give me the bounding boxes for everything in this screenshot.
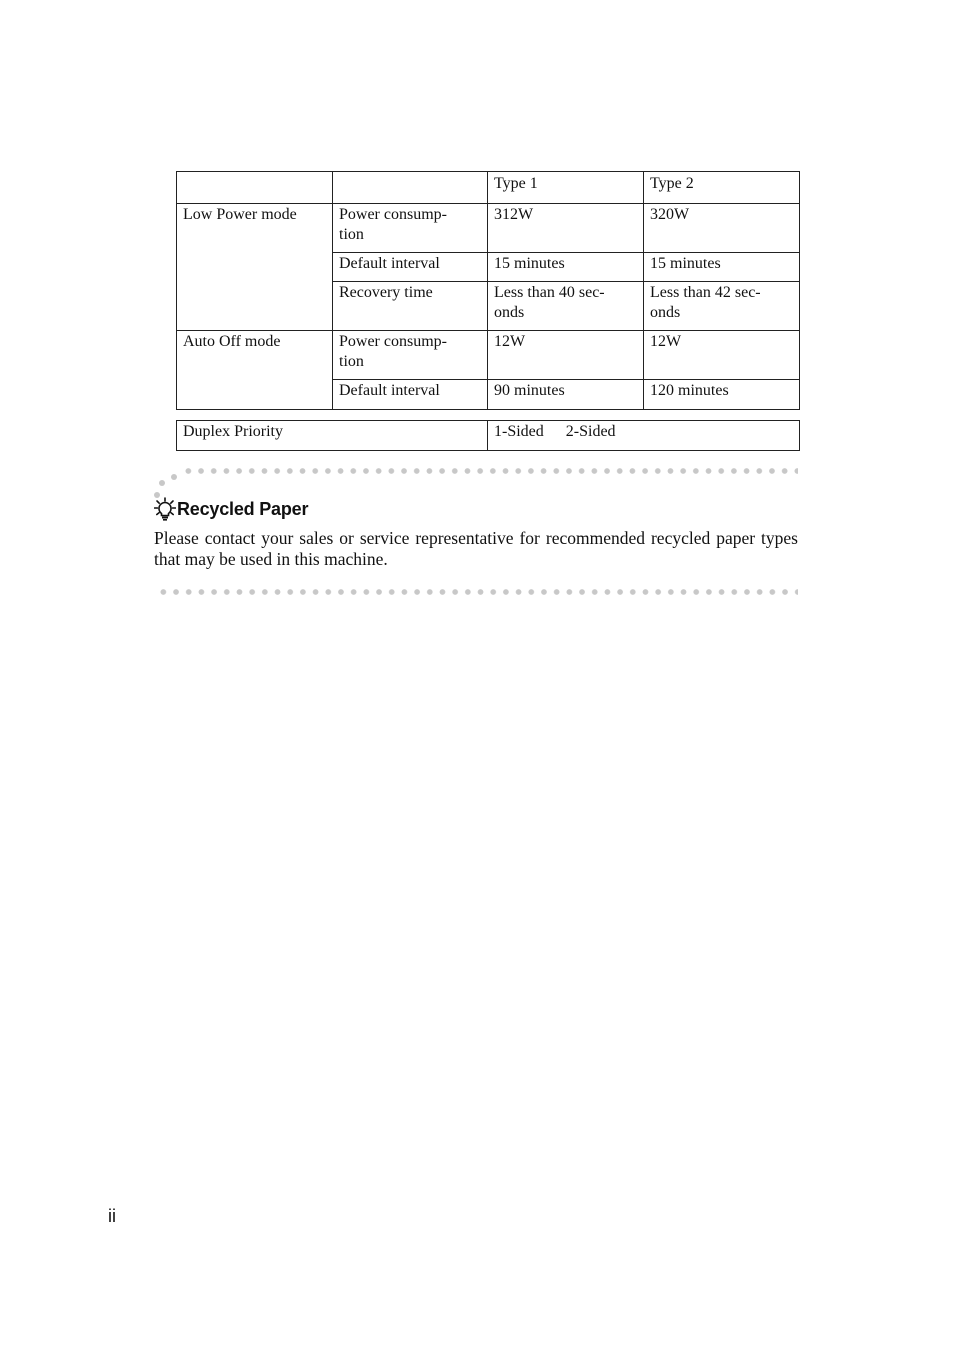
note-body: Please contact your sales or service representative for recommended recycled paper types that may be used in this machine.	[154, 528, 798, 569]
mode-label-low-power: Low Power mode	[177, 204, 333, 331]
cell-type2: 320W	[644, 204, 800, 253]
table-header-cell	[177, 172, 333, 204]
duplex-priority-table	[176, 420, 800, 451]
row-label: Default interval	[333, 253, 488, 282]
row-label: Power consump- tion	[333, 331, 488, 380]
table-row	[177, 204, 800, 253]
table-header-type2: Type 2	[644, 172, 800, 204]
divider-dot	[171, 474, 177, 480]
note-heading	[154, 496, 308, 522]
table-header-row	[177, 172, 800, 204]
cell-type2: Less than 42 sec- onds	[644, 282, 800, 331]
row-label: Recovery time	[333, 282, 488, 331]
lightbulb-icon	[154, 497, 176, 521]
cell-type1: 12W	[488, 331, 644, 380]
row-label: Power consump- tion	[333, 204, 488, 253]
note-bottom-divider	[157, 589, 798, 595]
cell-type1: 312W	[488, 204, 644, 253]
page-number: ii	[108, 1206, 116, 1226]
note-title: Recycled Paper	[177, 498, 309, 519]
cell-type1: Less than 40 sec- onds	[488, 282, 644, 331]
mode-label-auto-off: Auto Off mode	[177, 331, 333, 410]
duplex-option-2-sided: 2-Sided	[565, 423, 616, 440]
cell-type2: 120 minutes	[644, 380, 800, 410]
table-header-cell	[333, 172, 488, 204]
table-header-type1: Type 1	[488, 172, 644, 204]
cell-type2: 12W	[644, 331, 800, 380]
divider-dot	[159, 480, 165, 486]
duplex-option-1-sided: 1-Sided	[494, 423, 544, 440]
duplex-options-cell	[488, 421, 800, 451]
table-row	[177, 421, 800, 451]
cell-type1: 15 minutes	[488, 253, 644, 282]
row-label: Default interval	[333, 380, 488, 410]
power-spec-table	[176, 171, 800, 410]
cell-type1: 90 minutes	[488, 380, 644, 410]
note-top-divider	[182, 468, 798, 474]
duplex-priority-label: Duplex Priority	[177, 421, 488, 451]
cell-type2: 15 minutes	[644, 253, 800, 282]
table-row	[177, 331, 800, 380]
